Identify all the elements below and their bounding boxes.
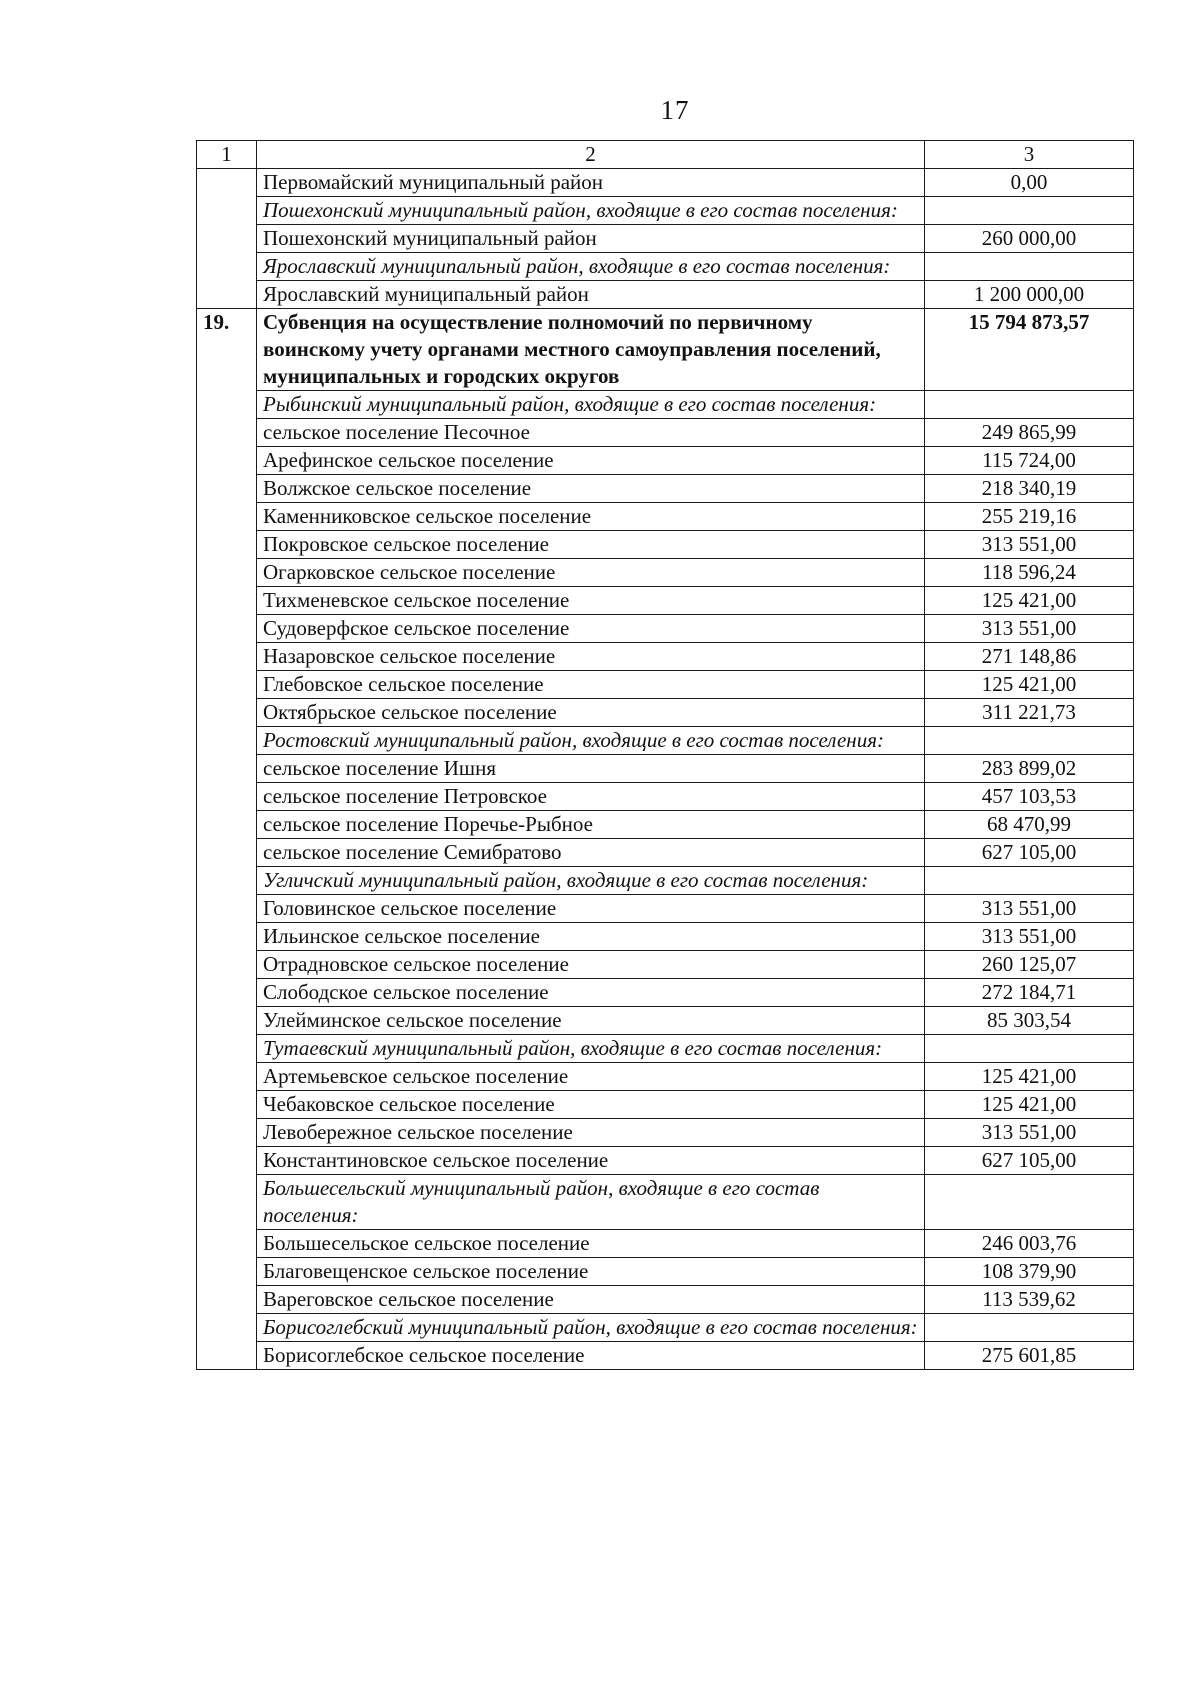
amount-value: 108 379,90 xyxy=(925,1258,1134,1286)
settlement-name: Арефинское сельское поселение xyxy=(257,447,925,475)
row-number xyxy=(197,419,257,447)
settlement-name: сельское поселение Ишня xyxy=(257,755,925,783)
table-row xyxy=(197,699,1134,727)
header-col-2: 2 xyxy=(257,141,925,169)
amount-value: 0,00 xyxy=(925,169,1134,197)
settlement-name: Пошехонский муниципальный район xyxy=(257,225,925,253)
settlement-name: Огарковское сельское поселение xyxy=(257,559,925,587)
header-col-1: 1 xyxy=(197,141,257,169)
table-row xyxy=(197,197,1134,225)
amount-value: 68 470,99 xyxy=(925,811,1134,839)
table-row xyxy=(197,1342,1134,1370)
row-number xyxy=(197,615,257,643)
row-number xyxy=(197,783,257,811)
table-row xyxy=(197,951,1134,979)
subsidy-table xyxy=(196,140,1134,1370)
amount-value: 218 340,19 xyxy=(925,475,1134,503)
page-number: 17 xyxy=(660,95,690,125)
row-number xyxy=(197,867,257,895)
row-number xyxy=(197,699,257,727)
table-row xyxy=(197,531,1134,559)
row-number xyxy=(197,1175,257,1230)
amount-value: 118 596,24 xyxy=(925,559,1134,587)
settlement-name: Благовещенское сельское поселение xyxy=(257,1258,925,1286)
amount-value: 260 125,07 xyxy=(925,951,1134,979)
table-row xyxy=(197,671,1134,699)
settlement-name: Каменниковское сельское поселение xyxy=(257,503,925,531)
settlement-name: Назаровское сельское поселение xyxy=(257,643,925,671)
amount-value: 125 421,00 xyxy=(925,1091,1134,1119)
row-number xyxy=(197,1119,257,1147)
table-row xyxy=(197,923,1134,951)
row-number xyxy=(197,671,257,699)
district-heading: Тутаевский муниципальный район, входящие в его состав поселения: xyxy=(257,1035,925,1063)
district-heading: Ярославский муниципальный район, входящие в его состав поселения: xyxy=(257,253,925,281)
row-number xyxy=(197,197,257,225)
amount-value: 125 421,00 xyxy=(925,1063,1134,1091)
amount-value: 260 000,00 xyxy=(925,225,1134,253)
amount-value: 249 865,99 xyxy=(925,419,1134,447)
amount-value: 246 003,76 xyxy=(925,1230,1134,1258)
amount-value: 627 105,00 xyxy=(925,1147,1134,1175)
district-heading: Борисоглебский муниципальный район, входящие в его состав поселения: xyxy=(257,1314,925,1342)
table-row xyxy=(197,811,1134,839)
settlement-name: сельское поселение Поречье-Рыбное xyxy=(257,811,925,839)
settlement-name: Чебаковское сельское поселение xyxy=(257,1091,925,1119)
amount-value xyxy=(925,391,1134,419)
settlement-name: Артемьевское сельское поселение xyxy=(257,1063,925,1091)
row-number xyxy=(197,1342,257,1370)
amount-value xyxy=(925,1035,1134,1063)
table-body xyxy=(197,169,1134,1370)
row-number xyxy=(197,253,257,281)
settlement-name: Отрадновское сельское поселение xyxy=(257,951,925,979)
row-number xyxy=(197,1147,257,1175)
row-number xyxy=(197,391,257,419)
table-row xyxy=(197,755,1134,783)
table-row xyxy=(197,281,1134,309)
settlement-name: Глебовское сельское поселение xyxy=(257,671,925,699)
table-row xyxy=(197,503,1134,531)
amount-value: 125 421,00 xyxy=(925,671,1134,699)
row-number xyxy=(197,531,257,559)
amount-value: 275 601,85 xyxy=(925,1342,1134,1370)
row-number xyxy=(197,1063,257,1091)
settlement-name: Вареговское сельское поселение xyxy=(257,1286,925,1314)
table-row xyxy=(197,1119,1134,1147)
table-row xyxy=(197,169,1134,197)
row-number xyxy=(197,1035,257,1063)
row-number xyxy=(197,475,257,503)
amount-value: 313 551,00 xyxy=(925,895,1134,923)
amount-value xyxy=(925,1314,1134,1342)
amount-value: 255 219,16 xyxy=(925,503,1134,531)
amount-value: 1 200 000,00 xyxy=(925,281,1134,309)
table-row xyxy=(197,1230,1134,1258)
table-row xyxy=(197,559,1134,587)
table-row xyxy=(197,615,1134,643)
settlement-name: Ярославский муниципальный район xyxy=(257,281,925,309)
amount-value xyxy=(925,867,1134,895)
row-number xyxy=(197,1286,257,1314)
settlement-name: Улейминское сельское поселение xyxy=(257,1007,925,1035)
amount-value: 283 899,02 xyxy=(925,755,1134,783)
settlement-name: Константиновское сельское поселение xyxy=(257,1147,925,1175)
table-row xyxy=(197,309,1134,391)
table-row xyxy=(197,419,1134,447)
amount-value: 272 184,71 xyxy=(925,979,1134,1007)
table-row xyxy=(197,867,1134,895)
table-header-row xyxy=(197,141,1134,169)
district-heading: Угличский муниципальный район, входящие в его состав поселения: xyxy=(257,867,925,895)
table-row xyxy=(197,1175,1134,1230)
row-number xyxy=(197,979,257,1007)
table-row xyxy=(197,1286,1134,1314)
settlement-name: сельское поселение Песочное xyxy=(257,419,925,447)
row-number xyxy=(197,643,257,671)
table-row xyxy=(197,475,1134,503)
settlement-name: Большесельское сельское поселение xyxy=(257,1230,925,1258)
settlement-name: сельское поселение Петровское xyxy=(257,783,925,811)
amount-value: 627 105,00 xyxy=(925,839,1134,867)
row-number xyxy=(197,281,257,309)
settlement-name: сельское поселение Семибратово xyxy=(257,839,925,867)
row-number xyxy=(197,839,257,867)
settlement-name: Слободское сельское поселение xyxy=(257,979,925,1007)
row-number xyxy=(197,1314,257,1342)
settlement-name: Волжское сельское поселение xyxy=(257,475,925,503)
subsidy-title: Субвенция на осуществление полномочий по первичному воинскому учету органами местного самоуправления поселений, муниципальных и городских округов xyxy=(257,309,925,391)
amount-value: 313 551,00 xyxy=(925,1119,1134,1147)
settlement-name: Покровское сельское поселение xyxy=(257,531,925,559)
amount-value: 113 539,62 xyxy=(925,1286,1134,1314)
amount-value: 313 551,00 xyxy=(925,615,1134,643)
table-row xyxy=(197,783,1134,811)
row-number xyxy=(197,923,257,951)
row-number xyxy=(197,169,257,197)
table-row xyxy=(197,727,1134,755)
table-row xyxy=(197,253,1134,281)
row-number xyxy=(197,1007,257,1035)
row-number: 19. xyxy=(197,309,257,391)
table-row xyxy=(197,225,1134,253)
amount-value xyxy=(925,1175,1134,1230)
district-heading: Ростовский муниципальный район, входящие в его состав поселения: xyxy=(257,727,925,755)
row-number xyxy=(197,447,257,475)
table-row xyxy=(197,587,1134,615)
amount-value: 85 303,54 xyxy=(925,1007,1134,1035)
amount-value: 115 724,00 xyxy=(925,447,1134,475)
row-number xyxy=(197,559,257,587)
header-col-3: 3 xyxy=(925,141,1134,169)
amount-value: 271 148,86 xyxy=(925,643,1134,671)
district-heading: Большесельский муниципальный район, входящие в его состав поселения: xyxy=(257,1175,925,1230)
table-row xyxy=(197,1063,1134,1091)
row-number xyxy=(197,1258,257,1286)
amount-value: 457 103,53 xyxy=(925,783,1134,811)
table-row xyxy=(197,391,1134,419)
row-number xyxy=(197,727,257,755)
row-number xyxy=(197,755,257,783)
table-row xyxy=(197,839,1134,867)
table-row xyxy=(197,1258,1134,1286)
table-row xyxy=(197,643,1134,671)
district-heading: Пошехонский муниципальный район, входящие в его состав поселения: xyxy=(257,197,925,225)
row-number xyxy=(197,951,257,979)
settlement-name: Левобережное сельское поселение xyxy=(257,1119,925,1147)
amount-value: 313 551,00 xyxy=(925,531,1134,559)
row-number xyxy=(197,1230,257,1258)
amount-value: 313 551,00 xyxy=(925,923,1134,951)
row-number xyxy=(197,895,257,923)
table-row xyxy=(197,1147,1134,1175)
table-row xyxy=(197,1007,1134,1035)
amount-value: 311 221,73 xyxy=(925,699,1134,727)
settlement-name: Судоверфское сельское поселение xyxy=(257,615,925,643)
row-number xyxy=(197,1091,257,1119)
amount-value xyxy=(925,727,1134,755)
amount-value: 125 421,00 xyxy=(925,587,1134,615)
settlement-name: Первомайский муниципальный район xyxy=(257,169,925,197)
row-number xyxy=(197,811,257,839)
settlement-name: Тихменевское сельское поселение xyxy=(257,587,925,615)
table-row xyxy=(197,1091,1134,1119)
settlement-name: Октябрьское сельское поселение xyxy=(257,699,925,727)
table-row xyxy=(197,979,1134,1007)
amount-value xyxy=(925,253,1134,281)
table-row xyxy=(197,1314,1134,1342)
amount-value xyxy=(925,197,1134,225)
district-heading: Рыбинский муниципальный район, входящие в его состав поселения: xyxy=(257,391,925,419)
table-row xyxy=(197,895,1134,923)
settlement-name: Борисоглебское сельское поселение xyxy=(257,1342,925,1370)
row-number xyxy=(197,587,257,615)
table-row xyxy=(197,1035,1134,1063)
table-row xyxy=(197,447,1134,475)
settlement-name: Ильинское сельское поселение xyxy=(257,923,925,951)
row-number xyxy=(197,225,257,253)
row-number xyxy=(197,503,257,531)
amount-value: 15 794 873,57 xyxy=(925,309,1134,391)
settlement-name: Головинское сельское поселение xyxy=(257,895,925,923)
